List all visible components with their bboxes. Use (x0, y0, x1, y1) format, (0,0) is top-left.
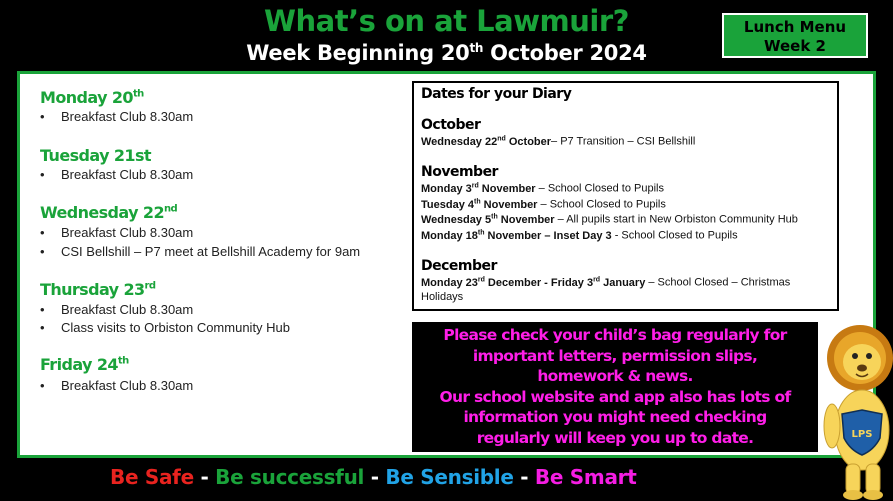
diary-box (412, 81, 839, 311)
diary-entry: Wednesday 22nd October– P7 Transition – CSI Bellshill (421, 135, 696, 148)
week-beginning: Week Beginning 20th October 2024 (246, 41, 647, 65)
page-title: What’s on at Lawmuir? (264, 4, 629, 38)
diary-entry: Monday 23rd December - Friday 3rd January – School Closed – Christmas (421, 276, 791, 289)
notice-box: Please check your child’s bag regularly for important letters, permission slips, homework & news. Our school website and app also has lots of information you might need checking regularly will keep you up to date. (412, 322, 818, 452)
motto-smart: Be Smart (534, 465, 637, 489)
motto-safe: Be Safe (110, 465, 194, 489)
motto-successful: Be successful (215, 465, 365, 489)
list-item: • CSI Bellshill – P7 meet at Bellshill Academy for 9am (40, 244, 361, 259)
month-heading: December (421, 258, 497, 274)
diary-entry: Monday 18th November – Inset Day 3 - School Closed to Pupils (421, 229, 738, 242)
diary-heading: Dates for your Diary (421, 86, 572, 102)
month-heading: November (421, 164, 498, 180)
diary-entry: Tuesday 4th November – School Closed to Pupils (421, 198, 666, 211)
day-heading: Tuesday 21st (40, 146, 151, 165)
list-item: • Breakfast Club 8.30am (40, 225, 194, 240)
list-item: • Class visits to Orbiston Community Hub (40, 320, 291, 335)
day-heading: Wednesday 22nd (40, 203, 178, 222)
list-item: • Breakfast Club 8.30am (40, 378, 194, 393)
diary-entry: Wednesday 5th November – All pupils start in New Orbiston Community Hub (421, 213, 798, 226)
list-item: • Breakfast Club 8.30am (40, 302, 194, 317)
motto-sensible: Be Sensible (385, 465, 514, 489)
lunch-menu-badge[interactable]: Lunch Menu Week 2 (722, 13, 868, 58)
svg-text:LPS: LPS (851, 429, 873, 440)
day-heading: Monday 20th (40, 88, 144, 107)
diary-entry: Holidays (421, 291, 464, 303)
school-motto: Be Safe - Be successful - Be Sensible - Be Smart (110, 465, 637, 489)
day-heading: Thursday 23rd (40, 280, 156, 299)
list-item: • Breakfast Club 8.30am (40, 109, 194, 124)
diary-entry: Monday 3rd November – School Closed to Pupils (421, 182, 665, 195)
day-heading: Friday 24th (40, 355, 129, 374)
month-heading: October (421, 117, 481, 133)
list-item: • Breakfast Club 8.30am (40, 167, 194, 182)
lion-mascot-icon (818, 318, 893, 501)
